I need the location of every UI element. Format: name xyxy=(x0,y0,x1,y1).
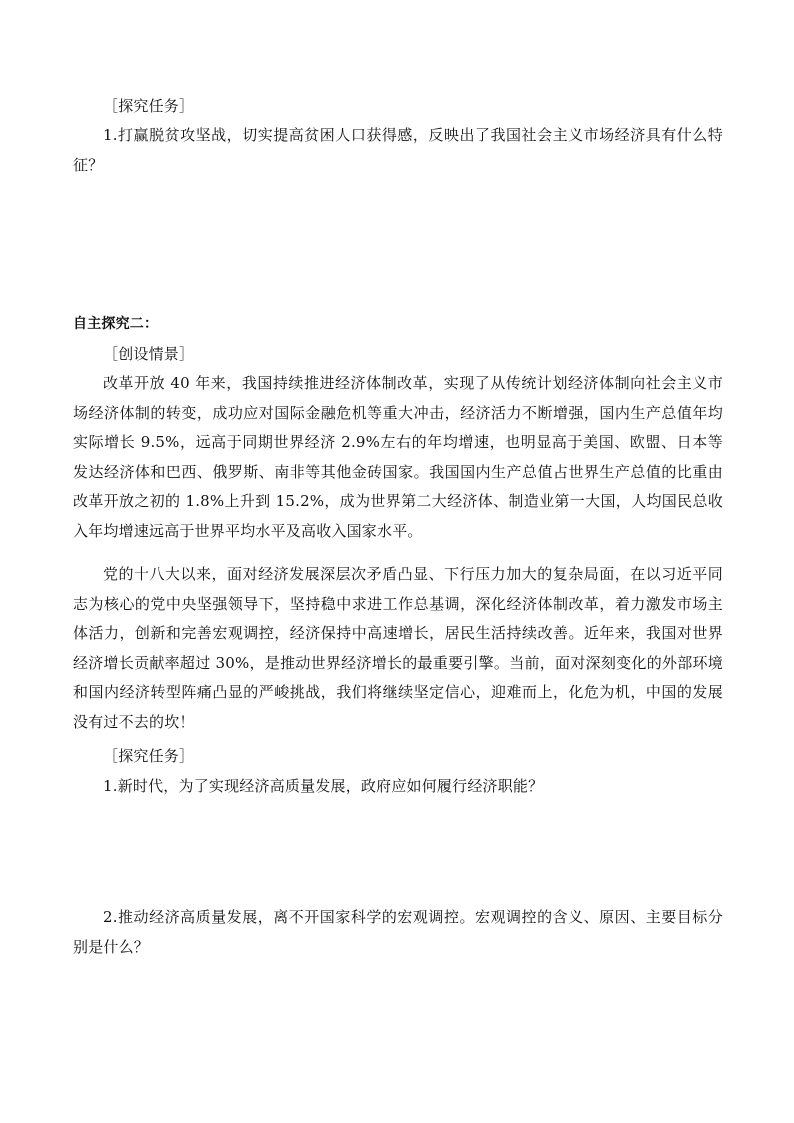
question-1: 1.打赢脱贫攻坚战，切实提高贫困人口获得感，反映出了我国社会主义市场经济具有什么特征？ xyxy=(73,126,723,174)
paragraph-1: 改革开放 40 年来，我国持续推进经济体制改革，实现了从传统计划经济体制向社会主义市场经济体制的转变，成功应对国际金融危机等重大冲击，经济活力不断增强，国内生产总值年均实际增长 9.5%，远高于同期世界经济 2.9%左右的年均增速，也明显高于美国、欧盟、日本等发达经济体和巴西、俄罗斯、南非等其他金砖国家。我国国内生产总值占世界生产总值的比重由改革开放之初的 1.8%上升到 15.2%，成为世界第二大经济体、制造业第一大国，人均国民总收入年均增速远高于世界平均水平及高收入国家水平。 xyxy=(73,374,723,540)
question-2-2: 2.推动经济高质量发展，离不开国家科学的宏观调控。宏观调控的含义、原因、主要目标分别是什么？ xyxy=(73,908,723,956)
task-label-2: ［探究任务］ xyxy=(103,747,195,765)
question-2-1: 1.新时代，为了实现经济高质量发展，政府应如何履行经济职能？ xyxy=(103,777,544,795)
paragraph-2: 党的十八大以来，面对经济发展深层次矛盾凸显、下行压力加大的复杂局面，在以习近平同志为核心的党中央坚强领导下，坚持稳中求进工作总基调，深化经济体制改革，着力激发市场主体活力，创新和完善宏观调控，经济保持中高速增长，居民生活持续改善。近年来，我国对世界经济增长贡献率超过 30%，是推动世界经济增长的最重要引擎。当前，面对深刻变化的外部环境和国内经济转型阵痛凸显的严峻挑战，我们将继续坚定信心，迎难而上，化危为机，中国的发展没有过不去的坎！ xyxy=(73,565,723,731)
section-heading-2: 自主探究二： xyxy=(73,316,159,332)
scenario-label: ［创设情景］ xyxy=(103,345,195,363)
task-label-1: ［探究任务］ xyxy=(103,97,195,115)
